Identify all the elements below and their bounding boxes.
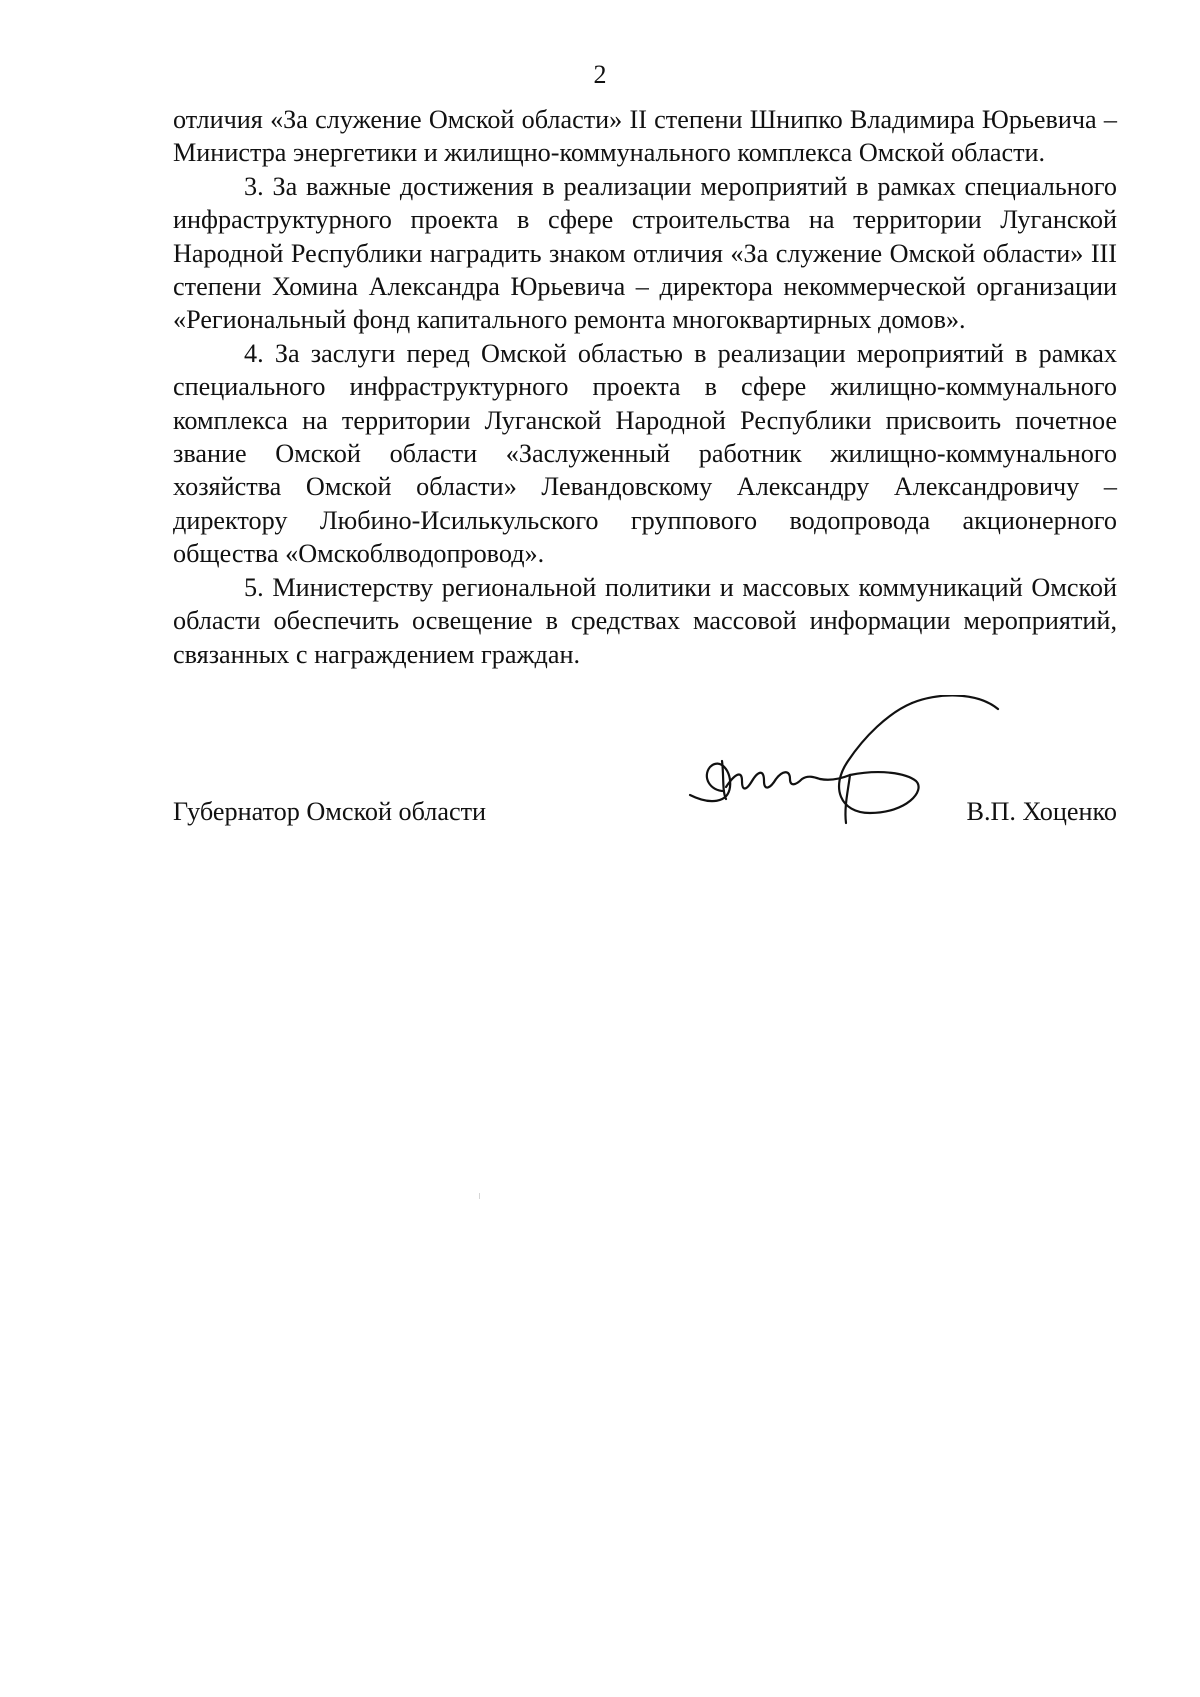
- signer-title: Губернатор Омской области: [173, 797, 487, 826]
- page-number: 2: [593, 60, 607, 89]
- scan-artifact: [479, 1193, 480, 1199]
- handwritten-signature-icon: [680, 695, 1020, 855]
- paragraph-item-3: 3. За важные достижения в реализации мероприятий в рамках специального инфраструктурного проекта в сфере строительства на территории Луганской Народной Республики наградить знаком отличия «За служение Омской области» III степени Хомина Александра Юрьевича – директора некоммерческой организации «Региональный фонд капитального ремонта многоквартирных домов».: [173, 171, 1117, 335]
- paragraph-continuation: отличия «За служение Омской области» II степени Шнипко Владимира Юрьевича – Министра энергетики и жилищно-коммунального комплекса Омской области.: [173, 105, 1117, 168]
- paragraph-item-5: 5. Министерству региональной политики и массовых коммуникаций Омской области обеспечить освещение в средствах массовой информации мероприятий, связанных с награждением граждан.: [173, 572, 1117, 669]
- paragraph-item-4: 4. За заслуги перед Омской областью в реализации мероприятий в рамках специального инфраструктурного проекта в сфере жилищно-коммунального комплекса на территории Луганской Народной Республики присвоить почетное звание Омской области «Заслуженный работник жилищно-коммунального хозяйства Омской области» Левандовскому Александру Александровичу – директору Любино-Исилькульского группового водопровода акционерного общества «Омскоблводопровод».: [173, 338, 1117, 569]
- document-body: [173, 103, 1117, 671]
- signer-name: В.П. Хоценко: [966, 797, 1117, 826]
